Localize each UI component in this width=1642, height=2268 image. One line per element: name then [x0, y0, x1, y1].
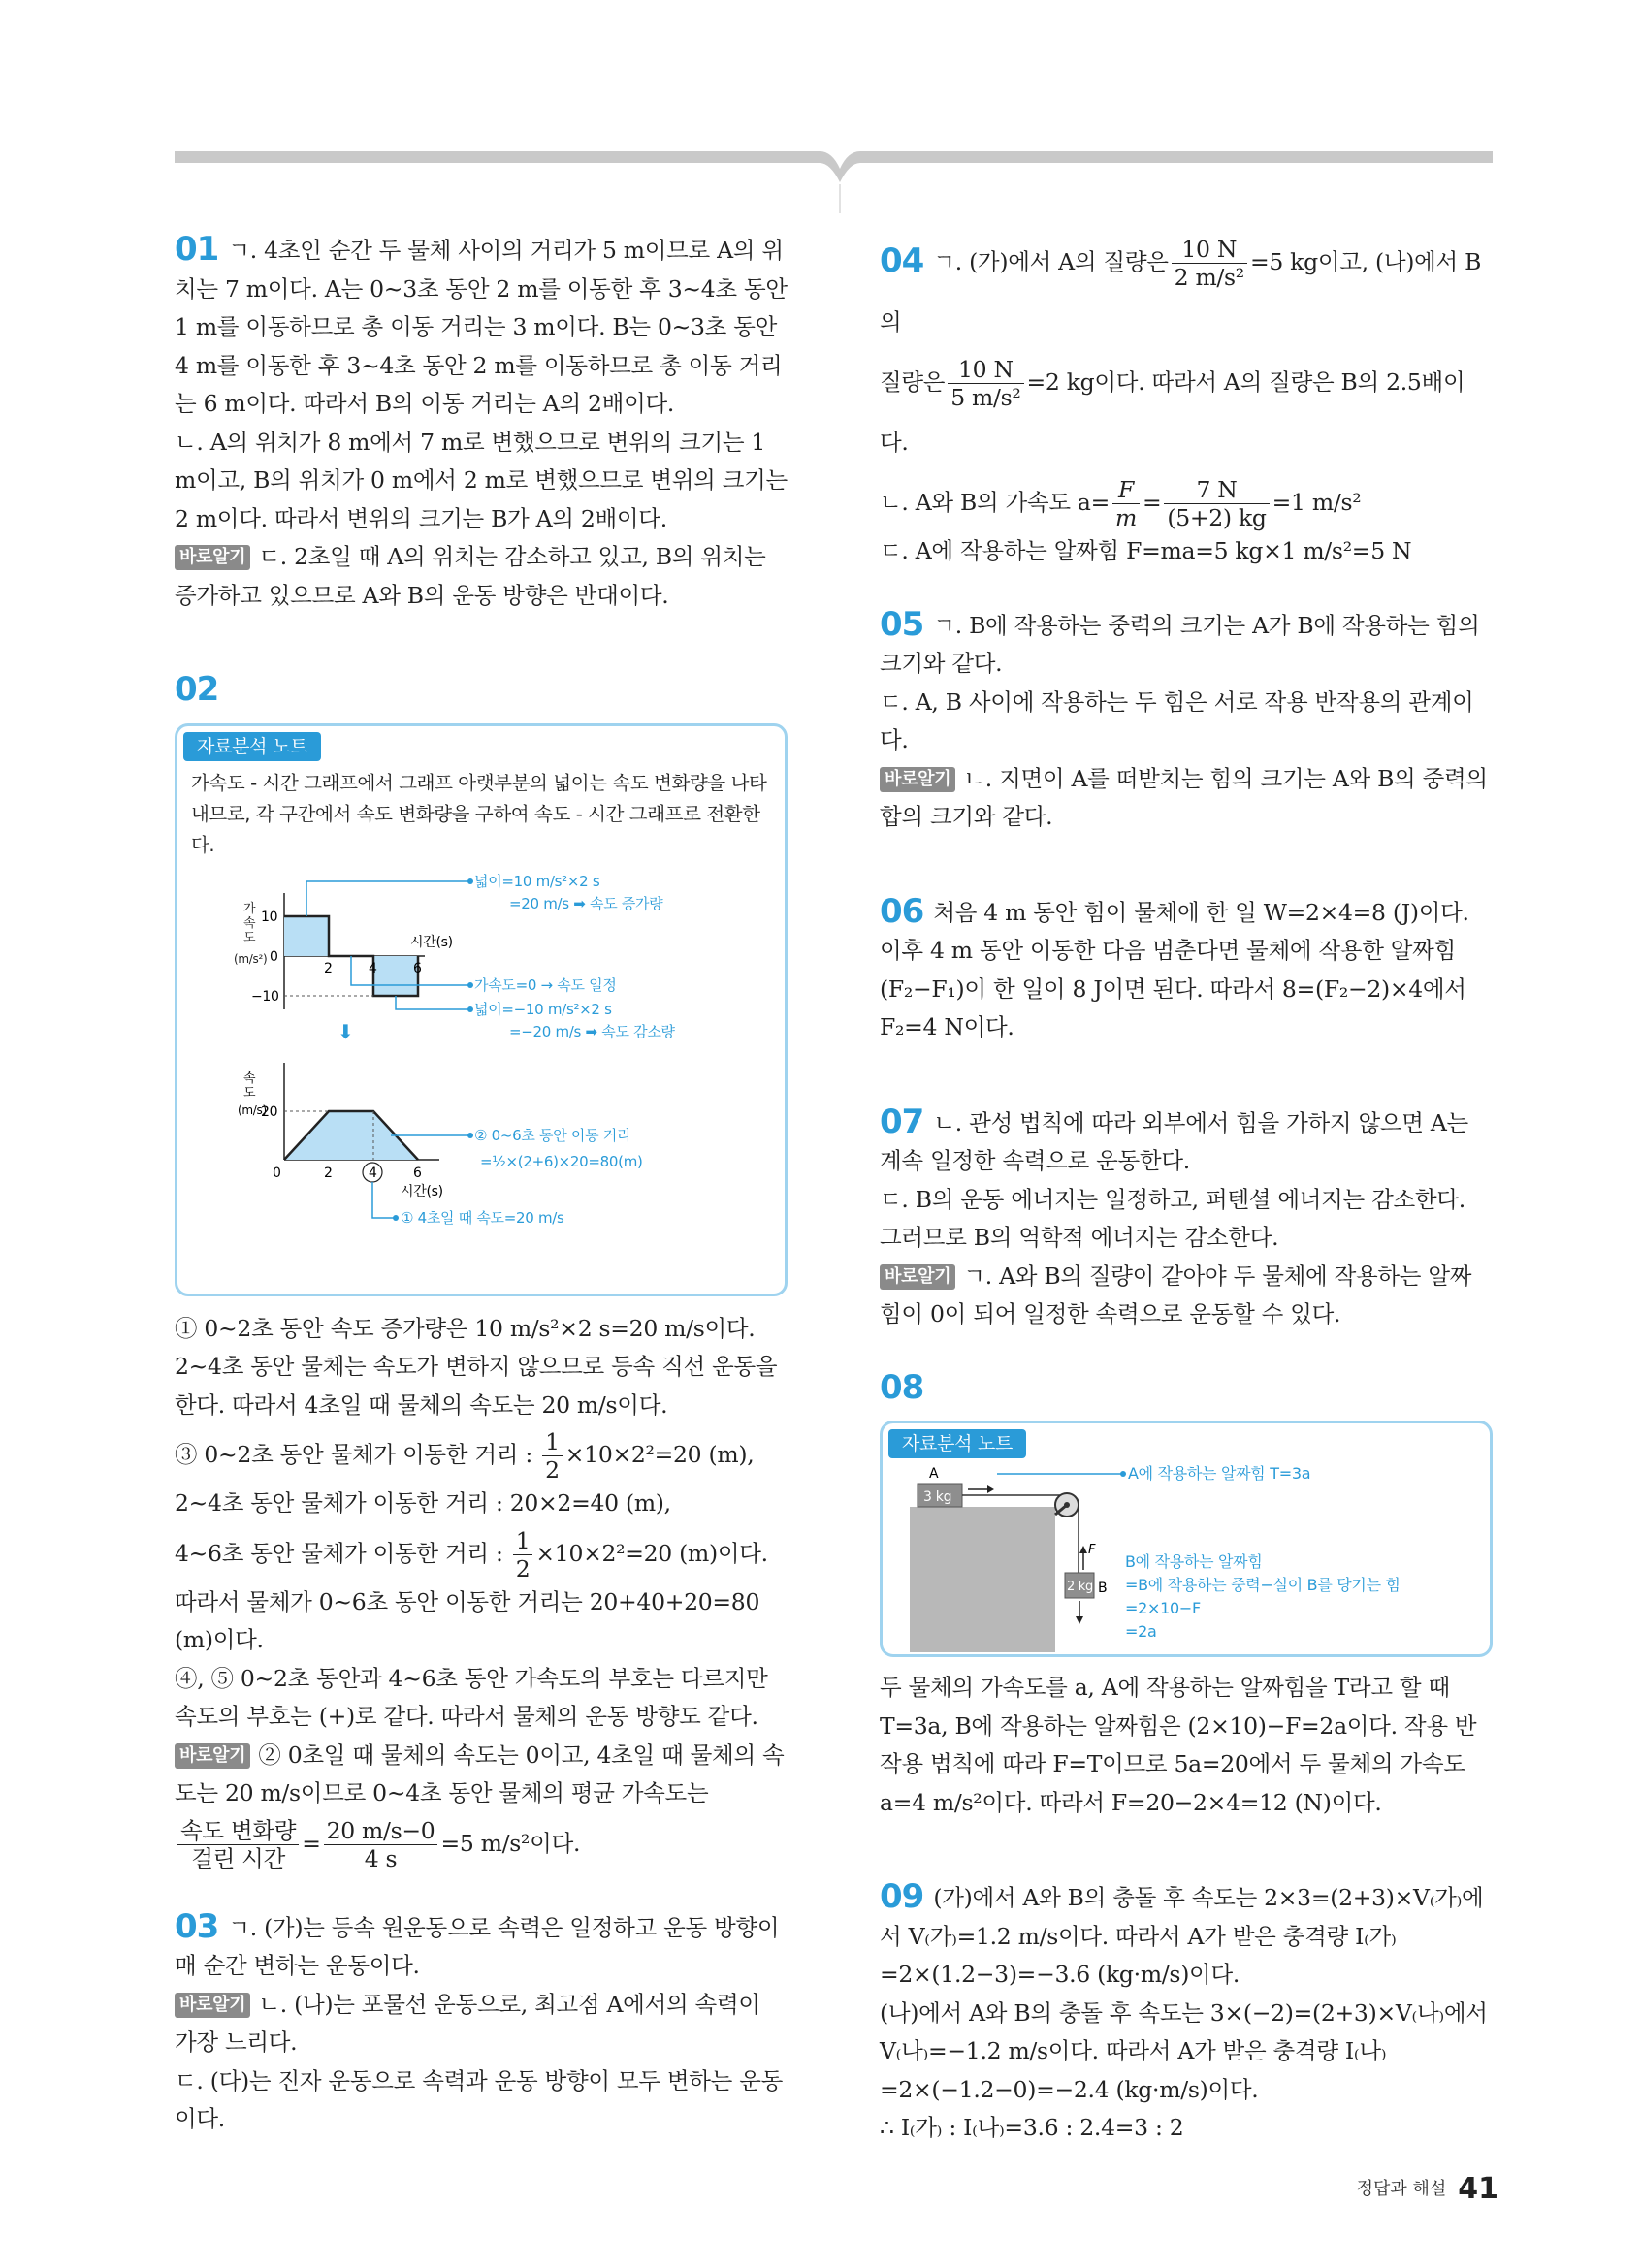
q07: 07 ㄴ. 관성 법칙에 따라 외부에서 힘을 가하지 않으면 A는 계속 일정한 속력으로 운동한다.: [880, 1102, 1468, 1174]
accel-ann3b: =−20 m/s ➡ 속도 감소량: [509, 1022, 675, 1040]
q08-ann4: =2×10−F: [1125, 1599, 1201, 1617]
header-bar: [0, 0, 1642, 213]
accel-ann3a: 넓이=−10 m/s²×2 s: [474, 1000, 612, 1018]
svg-text:속: 속: [243, 1070, 256, 1086]
svg-text:속: 속: [243, 915, 256, 931]
q03: 03 ㄱ. (가)는 등속 원운동으로 속력은 일정하고 운동 방향이 매 순간 변하는 운동이다.: [175, 1906, 780, 1979]
q03-line2: 바로알기 ㄴ. (나)는 포물선 운동으로, 최고점 A에서의 속력이 가장 느리다.: [175, 1990, 760, 2056]
velocity-ann1: ② 0~6초 동안 이동 거리: [474, 1126, 631, 1144]
block-a-label: A: [929, 1466, 939, 1482]
q02-s7: 바로알기 ② 0초일 때 물체의 속도는 0이고, 4초일 때 물체의 속도는 20 m/s이므로 0~4초 동안 물체의 평균 가속도는: [175, 1741, 785, 1806]
q07-line3: 바로알기 ㄱ. A와 B의 질량이 같아야 두 물체에 작용하는 알짜힘이 0이 되어 일정한 속력으로 운동할 수 있다.: [880, 1262, 1472, 1327]
accel-ym10: −10: [251, 988, 279, 1005]
q03-number: 03: [175, 1906, 219, 1946]
barorgi-badge: 바로알기: [175, 1743, 250, 1769]
q01-line3: 바로알기 ㄷ. 2초일 때 A의 위치는 감소하고 있고, B의 위치는 증가하고 있으므로 A와 B의 운동 방향은 반대이다.: [175, 543, 766, 609]
velocity-graph: [238, 1063, 643, 1227]
q05: 05 ㄱ. B에 작용하는 중력의 크기는 A가 B에 작용하는 힘의 크기와 같다.: [880, 604, 1480, 677]
q02-s1: ① 0~2초 동안 속도 증가량은 10 m/s²×2 s=20 m/s이다. 2~4초 동안 물체는 속도가 변하지 않으므로 등속 직선 운동을 한다. 따라서 4초일 때 물체의 속도는 20 m/s이다.: [175, 1314, 778, 1419]
accel-x2: 2: [324, 960, 333, 976]
q08-pulley-diagram: [883, 1458, 1484, 1652]
velocity-ann3: ① 4초일 때 속도=20 m/s: [401, 1208, 564, 1227]
q09-line3: ∴ I₍가₎ : I₍나₎=3.6 : 2.4=3 : 2: [880, 2114, 1184, 2141]
q02-s4: 4~6초 동안 물체가 이동한 거리 : $\frac{1}{2}$ ×10×2²=20 (m)이다.: [175, 1526, 768, 1582]
accel-x6: 6: [413, 960, 422, 976]
svg-text:(m/s): (m/s): [238, 1102, 267, 1117]
q04-line4: ㄷ. A에 작용하는 알짜힘 F=ma=5 kg×1 m/s²=5 N: [880, 537, 1412, 564]
accel-ann1b: =20 m/s ➡ 속도 증가량: [509, 894, 663, 912]
velocity-x2: 2: [324, 1165, 333, 1181]
q02-s2: ③ 0~2초 동안 물체가 이동한 거리 : $\frac{1}{2}$ ×10×2²=20 (m),: [175, 1428, 755, 1484]
barorgi-badge: 바로알기: [175, 1993, 250, 2018]
accel-area-0-2: [284, 916, 329, 956]
block-a-mass: 3 kg: [923, 1489, 952, 1505]
avg-accel-fraction: $\frac{\text{속도 변화량}}{\text{걸린 시간}}$: [177, 1817, 299, 1872]
q02-analysis-box: [175, 723, 788, 1296]
barorgi-badge: 바로알기: [880, 1264, 955, 1290]
q05-line2: ㄷ. A, B 사이에 작용하는 두 힘은 서로 작용 반작용의 관계이다.: [880, 687, 1474, 753]
half-fraction: $\frac{1}{2}$: [542, 1428, 563, 1484]
q08-ann3: =B에 작용하는 중력−실이 B를 당기는 힘: [1125, 1576, 1401, 1594]
q05-number: 05: [880, 604, 924, 644]
q06-number: 06: [880, 891, 924, 931]
svg-text:도: 도: [243, 930, 256, 945]
right-column: [880, 231, 1493, 2148]
q02-s3: 2~4초 동안 물체가 이동한 거리 : 20×2=40 (m),: [175, 1489, 671, 1517]
accel-graph: [234, 874, 676, 1040]
q08-ann1: A에 작용하는 알짜힘 T=3a: [1128, 1464, 1311, 1483]
analysis-note-label: 자료분석 노트: [183, 732, 321, 761]
q09-number: 09: [880, 1877, 924, 1916]
velocity-x0: 0: [273, 1165, 281, 1181]
accel-y10: 10: [261, 909, 278, 925]
velocity-y20: 20: [261, 1103, 278, 1120]
page-number: 41: [1458, 2172, 1498, 2206]
q07-line2: ㄷ. B의 운동 에너지는 일정하고, 퍼텐셜 에너지는 감소한다. 그러므로 B의 역학적 에너지는 감소한다.: [880, 1185, 1465, 1251]
half-fraction: $\frac{1}{2}$: [513, 1527, 533, 1582]
q04-number: 04: [880, 241, 924, 280]
q02-graphs: [177, 874, 779, 1281]
block-b-label: B: [1098, 1581, 1108, 1596]
q02-s6: ④, ⑤ 0~2초 동안과 4~6초 동안 가속도의 부호는 다르지만 속도의 부호는 (+)로 같다. 따라서 물체의 운동 방향도 같다.: [175, 1664, 768, 1730]
footer-label: 정답과 해설: [1356, 2179, 1447, 2199]
q03-line3: ㄷ. (다)는 진자 운동으로 속력과 운동 방향이 모두 변하는 운동이다.: [175, 2066, 784, 2132]
accel-ann2: 가속도=0 → 속도 일정: [474, 975, 617, 994]
q09: 09 (가)에서 A와 B의 충돌 후 속도는 2×3=(2+3)×V₍가₎에서 V₍가₎=1.2 m/s이다. 따라서 A가 받은 충격량 I₍가₎=2×(1.2−3)=−3.6 (kg·m/s)이다.: [880, 1877, 1484, 1988]
q07-number: 07: [880, 1102, 924, 1141]
q04-line1: 04 ㄱ. (가)에서 A의 질량은 $\frac{10 N}{\text{2 m/s²}}$ =5 kg이고, (나)에서 B의: [880, 236, 1482, 335]
velocity-xlabel: 시간(s): [401, 1183, 443, 1199]
q01-number: 01: [175, 230, 219, 269]
q06: 06 처음 4 m 동안 힘이 물체에 한 일 W=2×4=8 (J)이다. 이후 4 m 동안 이동한 다음 멈춘다면 물체에 작용한 알짜힘 (F₂−F₁)이 한 일이 8 J이면 된다. 따라서 8=(F₂−2)×4에서 F₂=4 N이다.: [880, 891, 1469, 1040]
q04-line3: ㄴ. A와 B의 가속도 a= $\frac{F}{m}$ = $\frac{7 N}{(5+2) kg}$ =1 m/s²: [880, 476, 1362, 531]
barorgi-badge: 바로알기: [175, 545, 250, 570]
q02-intro: 가속도 - 시간 그래프에서 그래프 아랫부분의 넓이는 속도 변화량을 나타내므로, 각 구간에서 속도 변화량을 구하여 속도 - 시간 그래프로 전환한다.: [191, 772, 767, 856]
left-column: [175, 231, 788, 2139]
q08-ann5: =2a: [1125, 1622, 1157, 1641]
q04-line2: 질량은 $\frac{10 N}{\text{5 m/s²}}$ =2 kg이다. 따라서 A의 질량은 B의 2.5배이다.: [880, 356, 1465, 456]
accel-xlabel: 시간(s): [410, 934, 453, 950]
accel-x4: 4: [369, 960, 377, 976]
q08-analysis-box: [880, 1421, 1493, 1657]
q08-s1: 두 물체의 가속도를 a, A에 작용하는 알짜힘을 T라고 할 때 T=3a, B에 작용하는 알짜힘은 (2×10)−F=2a이다. 작용 반작용 법칙에 따라 F=T이므로 5a=20에서 두 물체의 가속도 a=4 m/s²이다. 따라서 F=20−2×4=12 (N)이다.: [880, 1674, 1477, 1816]
q08-ann2: B에 작용하는 알짜힘: [1125, 1552, 1263, 1571]
accel-ylabel: 가: [243, 901, 256, 916]
q02-s8: $\frac{\text{속도 변화량}}{\text{걸린 시간}}$ = $\frac{20 m/s-0}{4 s}$ =5 m/s²이다.: [175, 1813, 788, 1873]
velocity-x4: 4: [369, 1165, 377, 1181]
force-f-label: F: [1088, 1543, 1096, 1557]
block-b-mass: 2 kg: [1067, 1580, 1093, 1594]
velocity-x6: 6: [413, 1165, 422, 1181]
q01-line2: ㄴ. A의 위치가 8 m에서 7 m로 변했으므로 변위의 크기는 1 m이고, B의 위치가 0 m에서 2 m로 변했으므로 변위의 크기는 2 m이다. 따라서 변위의 크기는 B가 A의 2배이다.: [175, 428, 788, 532]
q01: 01 ㄱ. 4초인 순간 두 물체 사이의 거리가 5 m이므로 A의 위치는 7 m이다. A는 0~3초 동안 2 m를 이동한 후 3~4초 동안 1 m를 이동하므로 총 이동 거리는 3 m이다. B는 0~3초 동안 4 m를 이동한 후 3~4초 동안 2 m를 이동하므로 총 이동 거리는 6 m이다. 따라서 B의 이동 거리는 A의 2배이다.: [175, 230, 788, 417]
svg-text:(m/s²): (m/s²): [234, 951, 268, 966]
barorgi-badge: 바로알기: [880, 767, 955, 792]
accel-area-4-6: [373, 956, 418, 996]
footer: [1357, 2172, 1498, 2206]
velocity-ann2: =½×(2+6)×20=80(m): [480, 1152, 643, 1170]
accel-ann1a: 넓이=10 m/s²×2 s: [474, 873, 600, 890]
accel-y0: 0: [270, 948, 278, 965]
q05-line3: 바로알기 ㄴ. 지면이 A를 떠받치는 힘의 크기는 A와 B의 중력의 합의 크기와 같다.: [880, 764, 1488, 830]
analysis-note-label: 자료분석 노트: [888, 1429, 1026, 1458]
down-arrow-icon: ⬇: [338, 1019, 354, 1043]
table-block: [910, 1507, 1055, 1652]
svg-text:도: 도: [243, 1085, 256, 1101]
q02-number: 02: [175, 670, 219, 709]
q09-line2: (나)에서 A와 B의 충돌 후 속도는 3×(−2)=(2+3)×V₍나₎에서 V₍나₎=−1.2 m/s이다. 따라서 A가 받은 충격량 I₍나₎=2×(−1.2−0)=−2.4 (kg·m/s)이다.: [880, 1998, 1488, 2103]
q08-number: 08: [880, 1367, 924, 1407]
q02-s5: 따라서 물체가 0~6초 동안 이동한 거리는 20+40+20=80 (m)이다.: [175, 1587, 760, 1653]
